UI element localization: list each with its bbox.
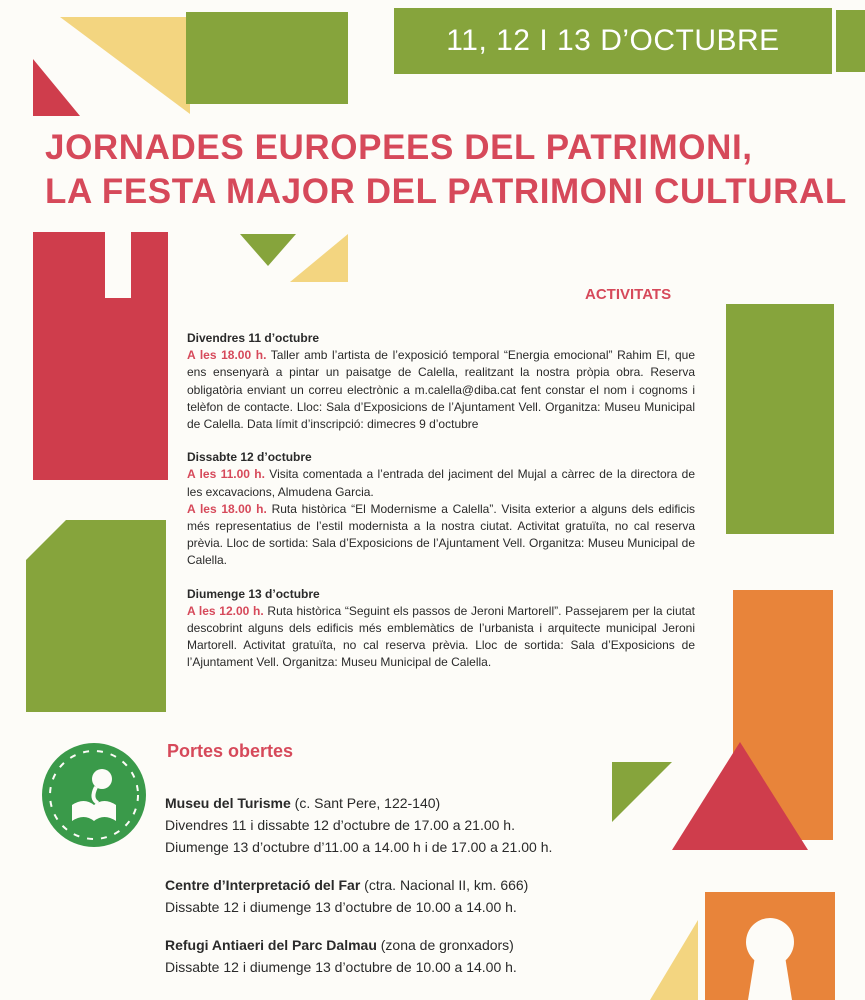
day-block: [187, 586, 695, 672]
activity-item: [187, 347, 695, 433]
venue-hours: Diumenge 13 d’octubre d’11.00 a 14.00 h i de 17.00 a 21.00 h.: [165, 839, 553, 855]
red-triangle-decor: [610, 740, 810, 852]
green-block-right: [726, 304, 834, 534]
green-block-top: [186, 12, 348, 104]
title-line-1: JORNADES EUROPEES DEL PATRIMONI,: [45, 128, 753, 167]
page-title: [45, 126, 855, 214]
venue-name: Museu del Turisme: [165, 795, 291, 811]
activity-time: A les 18.00 h.: [187, 501, 267, 516]
venue-item: [165, 934, 615, 978]
day-block: [187, 330, 695, 433]
activity-text: Ruta històrica “Seguint els passos de Jeroni Martorell”. Passejarem per la ciutat descobrint alguns dels edificis més emblemàtics de l’urbanista i arquitecte municipal Jeroni Martorell. Activitat gratuïta, no cal reserva prèvia. Lloc de sortida: Sala d’Exposicions de l’Ajuntament Vell. Organitza: Museu Municipal de Calella.: [187, 603, 695, 670]
venue-address: (ctra. Nacional II, km. 666): [360, 877, 529, 893]
venue-address: (zona de gronxadors): [376, 937, 514, 953]
title-line-2: LA FESTA MAJOR DEL PATRIMONI CULTURAL: [45, 172, 847, 211]
activity-time: A les 11.00 h.: [187, 467, 265, 482]
venue-hours: Dissabte 12 i diumenge 13 d’octubre de 10.00 a 14.00 h.: [165, 899, 517, 915]
venue-item: [165, 874, 615, 918]
day-title: Divendres 11 d’octubre: [187, 331, 320, 345]
venue-name: Centre d’Interpretació del Far: [165, 877, 361, 893]
activity-item: [187, 603, 695, 672]
activity-time: A les 12.00 h.: [187, 603, 264, 618]
activity-text: Visita comentada a l’entrada del jaciment del Mujal a càrrec de la directora de les excavacions, Almudena Garcia.: [187, 467, 696, 499]
activity-text: Ruta històrica “El Modernisme a Calella”. Visita exterior a alguns dels edificis més representatius de l’estil modernista a la nostra ciutat. Activitat gratuïta, no cal reserva prèvia. Lloc de sortida: Sala d’Exposicions de l’Ajuntament Vell. Organitza: Museu Municipal de Calella.: [187, 501, 695, 568]
venue-hours: Divendres 11 i dissabte 12 d’octubre de 17.00 a 21.00 h.: [165, 817, 515, 833]
keyhole-icon: [650, 880, 840, 1000]
day-title: Dissabte 12 d’octubre: [187, 450, 312, 465]
activity-time: A les 18.00 h.: [187, 348, 267, 363]
venue-hours: Dissabte 12 i diumenge 13 d’octubre de 10.00 a 14.00 h.: [165, 959, 517, 975]
activities-program: [187, 330, 695, 688]
green-strip-top-right: [836, 10, 865, 72]
venue-item: [165, 792, 615, 858]
venue-name: Refugi Antiaeri del Parc Dalmau: [165, 937, 377, 953]
red-house-block: [33, 232, 168, 480]
green-block-left: [26, 520, 166, 712]
day-block: [187, 449, 695, 569]
open-doors-heading: Portes obertes: [167, 741, 294, 761]
activities-heading: ACTIVITATS: [585, 286, 672, 303]
activity-text: Taller amb l’artista de l’exposició temporal “Energia emocional” Rahim El, que ens ensenyarà a pintar un paisatge de Calella, realitzant la nostra pròpia obra. Reserva obligatòria enviant un correu electrònic a m.calella@diba.cat fent constar el nom i cognoms i telèfon de contacte. Lloc: Sala d’Exposicions de l’Ajuntament Vell. Organitza: Museu Municipal de Calella. Data límit d’inscripció: dimecres 9 d’octubre: [187, 348, 695, 432]
day-title: Diumenge 13 d’octubre: [187, 586, 320, 601]
small-triangles: [238, 232, 354, 284]
top-left-decor: [30, 14, 190, 124]
venues-list: [165, 792, 615, 994]
museum-logo-icon: [42, 743, 146, 847]
venue-address: (c. Sant Pere, 122-140): [290, 795, 441, 811]
activity-item: [187, 466, 695, 500]
activity-item: [187, 501, 695, 570]
dates-heading: 11, 12 I 13 D’OCTUBRE: [446, 24, 780, 57]
